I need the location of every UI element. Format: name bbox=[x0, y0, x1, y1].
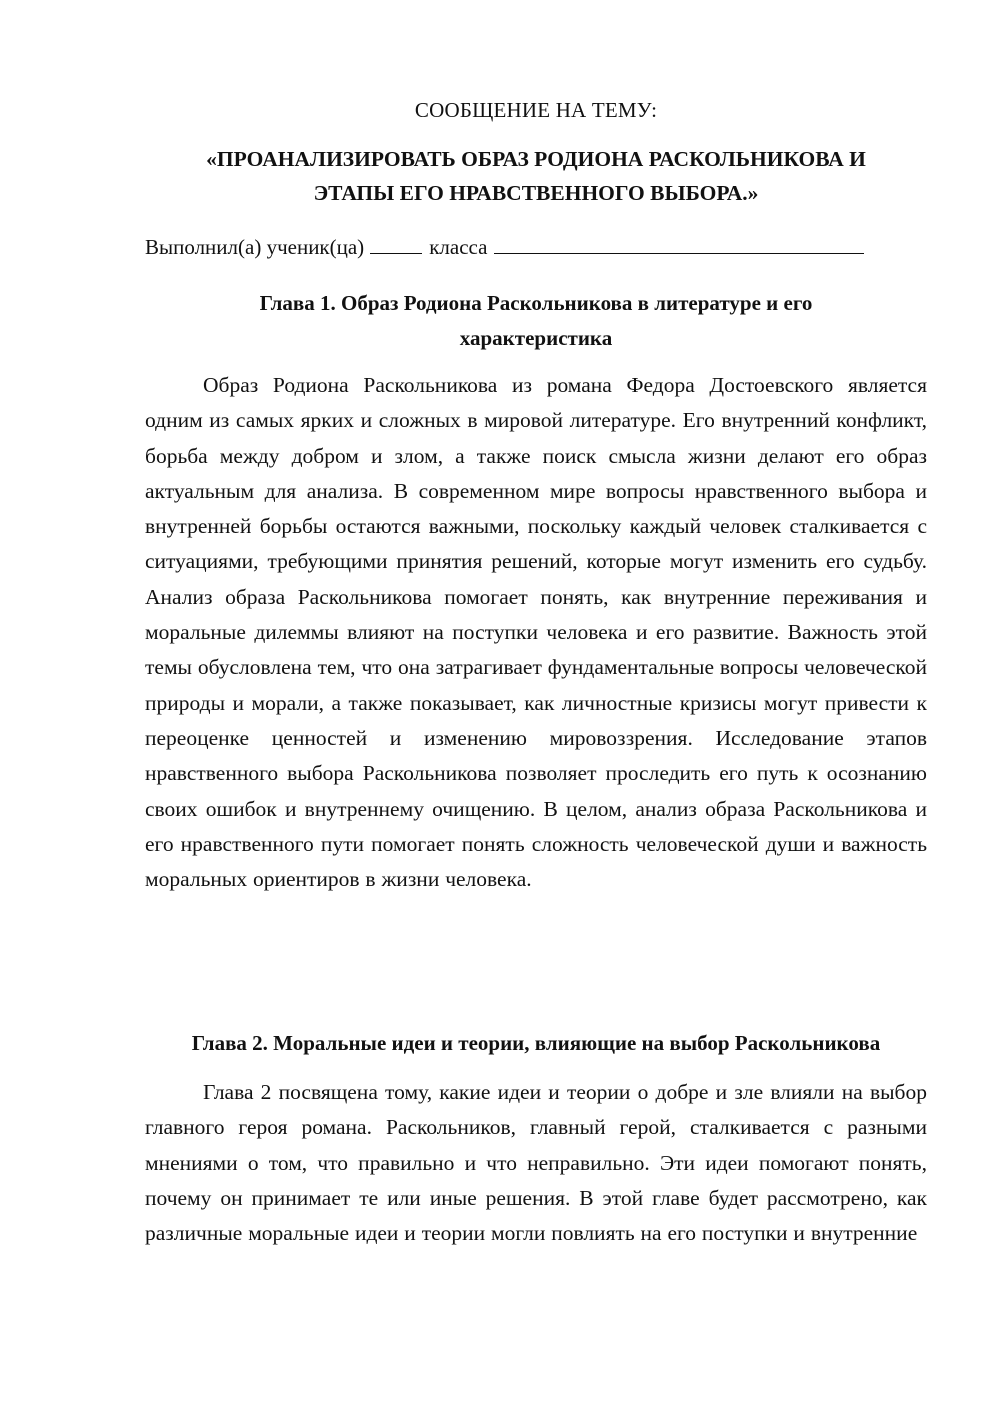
chapter-2-heading bbox=[145, 1026, 927, 1061]
document-title-line-2: ЭТАПЫ ЕГО НРАВСТВЕННОГО ВЫБОРА.» bbox=[313, 181, 759, 205]
grade-blank-field bbox=[370, 233, 422, 254]
author-line bbox=[145, 232, 927, 262]
author-line-prefix: Выполнил(а) ученик(ца) bbox=[145, 235, 365, 259]
chapter-1-heading-line-1: Глава 1. Образ Родиона Раскольникова в литературе и его bbox=[259, 291, 813, 315]
chapter-2-heading-line-1: Глава 2. Моральные идеи и теории, влияющие на выбор Раскольникова bbox=[191, 1031, 881, 1055]
document-title bbox=[145, 142, 927, 210]
chapter-1-paragraph: Образ Родиона Раскольникова из романа Федора Достоевского является одним из самых ярких и сложных в мировой литературе. Его внутренний конфликт, борьба между добром и злом, а также поиск смысла жизни делают его образ актуальным для анализа. В современном мире вопросы нравственного выбора и внутренней борьбы остаются важными, поскольку каждый человек сталкивается с ситуациями, требующими принятия решений, которые могут изменить его судьбу. Анализ образа Раскольникова помогает понять, как внутренние переживания и моральные дилеммы влияют на поступки человека и его развитие. Важность этой темы обусловлена тем, что она затрагивает фундаментальные вопросы человеческой природы и морали, а также показывает, как личностные кризисы могут привести к переоценке ценностей и изменению мировоззрения. Исследование этапов нравственного выбора Раскольникова позволяет проследить его путь к осознанию своих ошибок и внутреннему очищению. В целом, анализ образа Раскольникова и его нравственного пути помогает понять сложность человеческой души и важность моральных ориентиров в жизни человека. bbox=[145, 373, 927, 892]
chapter-2-paragraph: Глава 2 посвящена тому, какие идеи и теории о добре и зле влияли на выбор главного героя романа. Раскольников, главный герой, сталкивается с разными мнениями о том, что правильно и что неправильно. Эти идеи помогают понять, почему он принимает те или иные решения. В этой главе будет рассмотрено, как различные моральные идеи и теории могли повлиять на его поступки и внутренние bbox=[145, 1080, 927, 1246]
document-kind-line: СООБЩЕНИЕ НА ТЕМУ: bbox=[414, 98, 658, 122]
name-blank-field bbox=[494, 233, 864, 254]
author-line-middle: класса bbox=[429, 235, 488, 259]
document-title-line-1: «ПРОАНАЛИЗИРОВАТЬ ОБРАЗ РОДИОНА РАСКОЛЬНИКОВА И bbox=[206, 147, 866, 171]
chapter-1-heading bbox=[145, 286, 927, 356]
chapter-1-heading-line-2: характеристика bbox=[459, 326, 613, 350]
